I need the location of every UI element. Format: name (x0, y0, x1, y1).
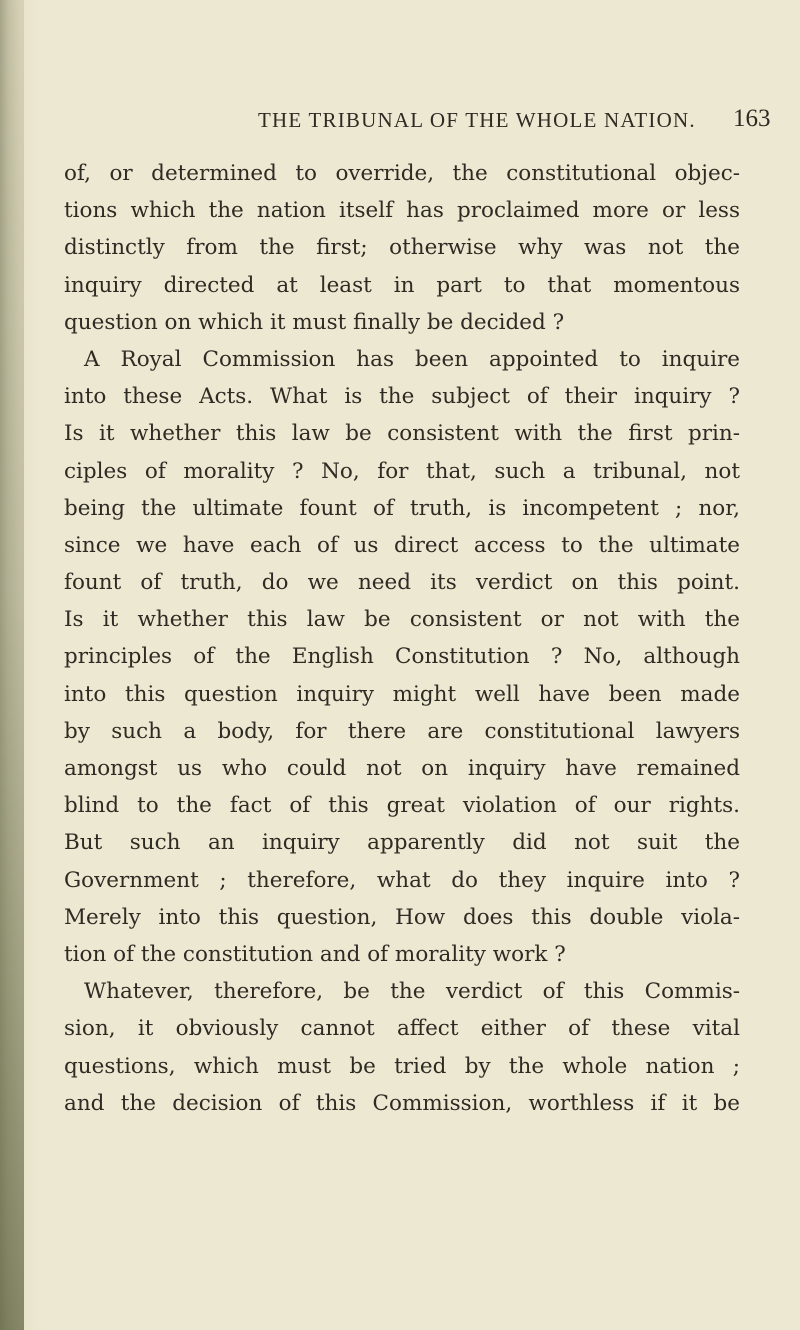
text-line: Merely into this question, How does this double viola- (64, 904, 740, 930)
page-header (0, 105, 800, 138)
text-line: Is it whether this law be consistent with the first prin- (64, 421, 740, 447)
text-line: A Royal Commission has been appointed to inquire (84, 346, 740, 372)
text-line: But such an inquiry apparently did not suit the (64, 830, 740, 856)
running-title: THE TRIBUNAL OF THE WHOLE NATION. (258, 108, 696, 132)
spine-shadow (0, 0, 24, 1330)
text-line: inquiry directed at least in part to that momentous (64, 272, 740, 298)
text-line: tion of the constitution and of morality work ? (64, 941, 566, 967)
text-line: of, or determined to override, the constitutional objec- (64, 161, 740, 186)
text-line: principles of the English Constitution ? No, although (64, 644, 740, 670)
text-line: since we have each of us direct access to the ultimate (64, 532, 740, 558)
page-number: 163 (733, 105, 771, 132)
text-line: Government ; therefore, what do they inquire into ? (64, 867, 740, 893)
text-line: sion, it obviously cannot affect either of these vital (64, 1016, 740, 1042)
text-line: question on which it must finally be decided ? (64, 309, 565, 335)
text-line: tions which the nation itself has proclaimed more or less (64, 198, 740, 224)
text-line: into these Acts. What is the subject of their inquiry ? (64, 384, 740, 410)
text-line: ciples of morality ? No, for that, such a tribunal, not (64, 458, 740, 484)
text-line: Whatever, therefore, be the verdict of this Commis- (84, 979, 740, 1005)
text-line: and the decision of this Commission, worthless if it be (64, 1090, 740, 1116)
body-text (64, 155, 740, 1122)
text-line: fount of truth, do we need its verdict on this point. (64, 570, 740, 596)
text-line: being the ultimate fount of truth, is incompetent ; nor, (64, 495, 740, 521)
text-line: questions, which must be tried by the whole nation ; (64, 1053, 740, 1079)
text-line: into this question inquiry might well have been made (64, 681, 740, 707)
text-line: distinctly from the first; otherwise why was not the (64, 235, 740, 261)
text-line: Is it whether this law be consistent or not with the (64, 607, 740, 633)
text-line: amongst us who could not on inquiry have remained (64, 756, 740, 781)
text-line: by such a body, for there are constitutional lawyers (64, 718, 740, 744)
text-line: blind to the fact of this great violation of our rights. (64, 793, 740, 819)
